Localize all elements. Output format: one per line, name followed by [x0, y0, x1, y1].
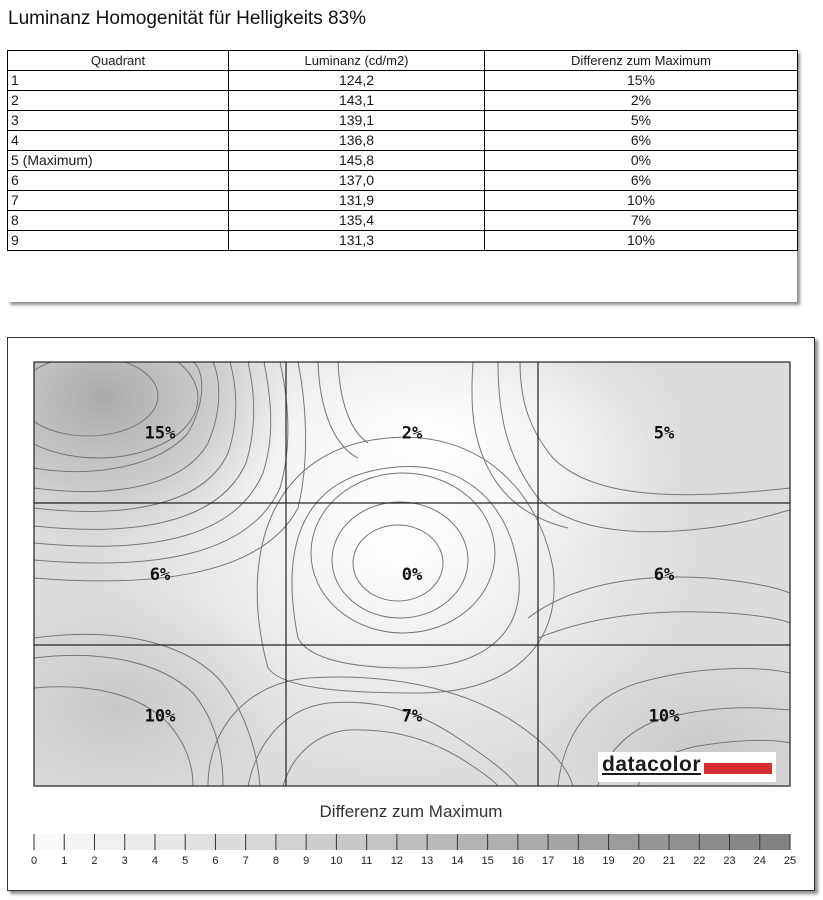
legend-swatch — [246, 834, 277, 850]
legend-tick-label: 2 — [91, 855, 98, 867]
legend-tick-label: 14 — [451, 855, 464, 867]
legend-swatch — [578, 834, 609, 850]
legend-swatch — [306, 834, 337, 850]
cell-difference: 6% — [485, 131, 798, 151]
cell-difference: 0% — [485, 151, 798, 171]
legend-tick-label: 9 — [303, 855, 310, 867]
table-row — [8, 71, 798, 91]
cell-label: 10% — [648, 706, 680, 727]
legend-tick-label: 12 — [390, 855, 404, 867]
cell-luminance: 131,3 — [229, 231, 485, 251]
legend-tick-label: 20 — [632, 855, 645, 867]
header-luminance: Luminanz (cd/m2) — [229, 51, 485, 71]
table-body — [8, 71, 798, 251]
logo-red-bar — [704, 763, 772, 774]
legend-tick-label: 6 — [212, 855, 219, 867]
cell-quadrant: 9 — [8, 231, 229, 251]
table-row — [8, 231, 798, 251]
cell-luminance: 131,9 — [229, 191, 485, 211]
legend-tick-label: 10 — [330, 855, 343, 867]
legend-swatch — [215, 834, 246, 850]
legend-tick-label: 0 — [30, 855, 38, 867]
legend-swatch — [276, 834, 307, 850]
uniformity-chart-panel — [7, 337, 815, 891]
legend-tick-label: 7 — [242, 855, 249, 867]
legend-tick-label: 21 — [662, 855, 676, 867]
table-row — [8, 171, 798, 191]
legend-tick-label: 19 — [602, 855, 615, 867]
cell-luminance: 135,4 — [229, 211, 485, 231]
cell-luminance: 145,8 — [229, 151, 485, 171]
luminance-table-container — [7, 50, 797, 302]
legend-swatch — [518, 834, 549, 850]
cell-difference: 7% — [485, 211, 798, 231]
cell-label: 7% — [401, 706, 423, 727]
cell-label: 0% — [401, 565, 423, 585]
legend-swatch — [397, 834, 428, 850]
cell-luminance: 137,0 — [229, 171, 485, 191]
cell-difference: 6% — [485, 171, 798, 191]
table-header-row — [8, 51, 798, 71]
header-difference: Differenz zum Maximum — [485, 51, 798, 71]
legend-swatch — [699, 834, 730, 850]
logo-wordmark: datacolor — [602, 753, 702, 776]
datacolor-logo — [598, 752, 776, 782]
table-row — [8, 131, 798, 151]
cell-label: 10% — [144, 706, 176, 727]
table-row — [8, 151, 798, 171]
cell-quadrant: 4 — [8, 131, 229, 151]
legend-swatch — [488, 834, 519, 850]
legend-tick-label: 8 — [272, 855, 279, 867]
cell-quadrant: 3 — [8, 111, 229, 131]
cell-luminance: 139,1 — [229, 111, 485, 131]
table-row — [8, 91, 798, 111]
legend-title: Differenz zum Maximum — [319, 802, 503, 821]
header-quadrant: Quadrant — [8, 51, 229, 71]
legend-swatch — [125, 834, 156, 850]
cell-quadrant: 2 — [8, 91, 229, 111]
legend-swatch — [457, 834, 488, 850]
cell-quadrant: 6 — [8, 171, 229, 191]
legend-tick-label: 23 — [723, 855, 736, 867]
legend-swatch — [185, 834, 216, 850]
legend-tick-label: 5 — [182, 855, 189, 867]
legend-swatch — [64, 834, 95, 850]
table-row — [8, 191, 798, 211]
cell-label: 15% — [144, 423, 176, 444]
legend-tick-label: 18 — [572, 855, 585, 867]
cell-quadrant: 8 — [8, 211, 229, 231]
legend-scale — [31, 834, 796, 867]
legend-tick-label: 17 — [541, 855, 555, 867]
legend-tick-label: 4 — [151, 855, 159, 867]
legend-tick-label: 1 — [61, 855, 68, 867]
legend-swatch — [669, 834, 700, 850]
legend-swatch — [609, 834, 640, 850]
legend-swatch — [760, 834, 791, 850]
legend-tick-label: 11 — [360, 855, 373, 867]
legend-swatch — [548, 834, 579, 850]
legend-swatch — [639, 834, 670, 850]
legend-tick-label: 24 — [753, 855, 766, 867]
cell-difference: 15% — [485, 71, 798, 91]
legend-swatch — [94, 834, 125, 850]
page-title: Luminanz Homogenität für Helligkeits 83% — [8, 8, 367, 29]
cell-difference: 2% — [485, 91, 798, 111]
legend-tick-label: 22 — [693, 855, 706, 867]
luminance-table — [7, 50, 798, 251]
legend-swatch — [336, 834, 367, 850]
legend-swatch — [367, 834, 398, 850]
legend-tick-label: 16 — [511, 855, 524, 867]
table-row — [8, 111, 798, 131]
cell-label: 2% — [401, 423, 423, 444]
legend-swatch — [155, 834, 186, 850]
heatmap-surface — [8, 338, 814, 878]
cell-label: 6% — [653, 565, 675, 585]
cell-luminance: 136,8 — [229, 131, 485, 151]
legend-tick-label: 3 — [121, 855, 128, 867]
cell-label: 6% — [149, 565, 171, 585]
cell-difference: 5% — [485, 111, 798, 131]
cell-quadrant: 5 (Maximum) — [8, 151, 229, 171]
cell-quadrant: 7 — [8, 191, 229, 211]
legend-tick-label: 25 — [783, 855, 797, 867]
legend-swatch — [730, 834, 761, 850]
cell-difference: 10% — [485, 231, 798, 251]
table-row — [8, 211, 798, 231]
cell-quadrant: 1 — [8, 71, 229, 91]
cell-label: 5% — [653, 423, 675, 444]
legend-swatch — [427, 834, 458, 850]
cell-luminance: 143,1 — [229, 91, 485, 111]
cell-luminance: 124,2 — [229, 71, 485, 91]
cell-difference: 10% — [485, 191, 798, 211]
legend-tick-label: 15 — [481, 855, 494, 867]
legend-tick-label: 13 — [420, 855, 434, 867]
legend-swatch — [34, 834, 65, 850]
